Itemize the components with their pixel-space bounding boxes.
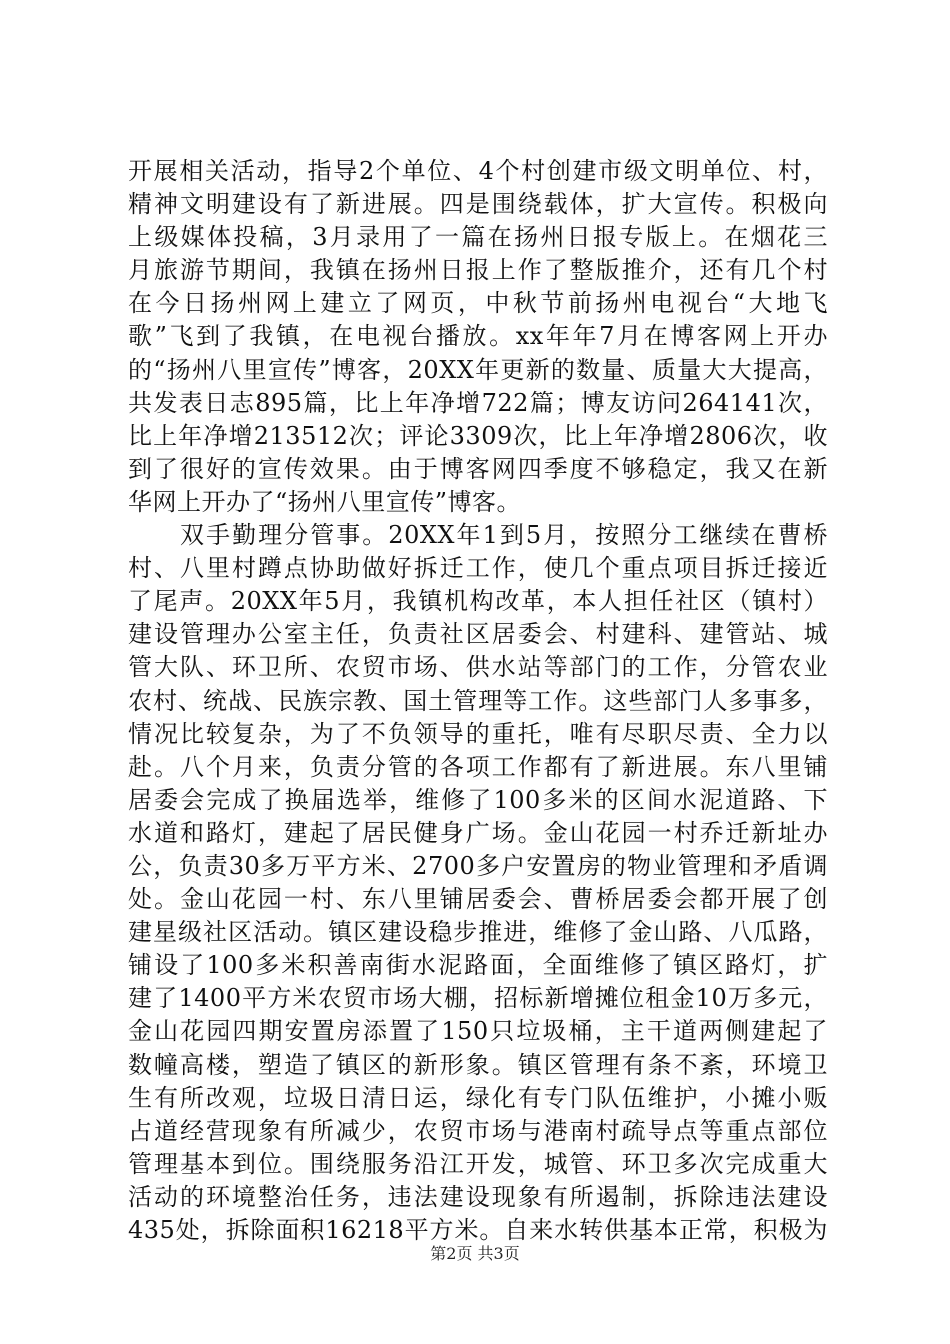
text-line: 到了很好的宣传效果。由于博客网四季度不够稳定，我又在新 <box>128 454 828 483</box>
page-footer <box>0 1244 950 1264</box>
document-body <box>128 155 828 1247</box>
text-line: 水道和路灯，建起了居民健身广场。金山花园一村乔迁新址办 <box>128 818 828 847</box>
text-line: 435处，拆除面积16218平方米。自来水转供基本正常，积极为 <box>128 1216 828 1244</box>
text-line: 的“扬州八里宣传”博客，20XX年更新的数量、质量大大提高， <box>128 355 828 384</box>
text-line: 生有所改观，垃圾日清日运，绿化有专门队伍维护，小摊小贩 <box>128 1083 828 1112</box>
text-line: 歌”飞到了我镇，在电视台播放。xx年年7月在博客网上开办 <box>128 322 828 351</box>
text-line: 华网上开办了“扬州八里宣传”博客。 <box>128 487 522 516</box>
text-line: 处。金山花园一村、东八里铺居委会、曹桥居委会都开展了创 <box>128 885 828 914</box>
text-line: 居委会完成了换届选举，维修了100多米的区间水泥道路、下 <box>128 785 828 814</box>
text-line: 占道经营现象有所减少，农贸市场与港南村疏导点等重点部位 <box>128 1116 828 1145</box>
text-line: 活动的环境整治任务，违法建设现象有所遏制，拆除违法建设 <box>128 1182 828 1211</box>
text-line: 比上年净增213512次；评论3309次，比上年净增2806次，收 <box>128 421 828 450</box>
text-line: 建了1400平方米农贸市场大棚，招标新增摊位租金10万多元， <box>128 984 828 1013</box>
text-line: 公，负责30多万平方米、2700多户安置房的物业管理和矛盾调 <box>128 851 828 880</box>
text-line: 开展相关活动，指导2个单位、4个村创建市级文明单位、村， <box>128 157 828 185</box>
text-line: 精神文明建设有了新进展。四是围绕载体，扩大宣传。积极向 <box>128 190 828 219</box>
text-line: 了尾声。20XX年5月，我镇机构改革，本人担任社区（镇村） <box>128 587 828 616</box>
text-line: 月旅游节期间，我镇在扬州日报上作了整版推介，还有几个村 <box>128 256 828 285</box>
text-line: 赴。八个月来，负责分管的各项工作都有了新进展。东八里铺 <box>128 752 828 781</box>
text-line: 在今日扬州网上建立了网页，中秋节前扬州电视台“大地飞 <box>128 289 828 318</box>
text-line: 管理基本到位。围绕服务沿江开发，城管、环卫多次完成重大 <box>128 1149 828 1178</box>
text-line: 双手勤理分管事。20XX年1到5月，按照分工继续在曹桥 <box>128 521 828 550</box>
text-line: 建设管理办公室主任，负责社区居委会、村建科、建管站、城 <box>128 620 828 649</box>
text-line: 村、八里村蹲点协助做好拆迁工作，使几个重点项目拆迁接近 <box>128 554 828 583</box>
text-line: 数幢高楼，塑造了镇区的新形象。镇区管理有条不紊，环境卫 <box>128 1050 828 1079</box>
text-line: 情况比较复杂，为了不负领导的重托，唯有尽职尽责、全力以 <box>128 719 828 748</box>
text-line: 农村、统战、民族宗教、国土管理等工作。这些部门人多事多， <box>128 686 828 715</box>
page-number: 第2页 共3页 <box>430 1244 520 1263</box>
text-line: 建星级社区活动。镇区建设稳步推进，维修了金山路、八瓜路， <box>128 918 828 947</box>
text-line: 管大队、环卫所、农贸市场、供水站等部门的工作，分管农业 <box>128 653 828 682</box>
text-line: 铺设了100多米积善南街水泥路面，全面维修了镇区路灯，扩 <box>128 951 828 980</box>
text-line: 上级媒体投稿，3月录用了一篇在扬州日报专版上。在烟花三 <box>128 223 828 252</box>
text-line: 金山花园四期安置房添置了150只垃圾桶，主干道两侧建起了 <box>128 1017 828 1046</box>
text-line: 共发表日志895篇，比上年净增722篇；博友访问264141次， <box>128 388 828 417</box>
